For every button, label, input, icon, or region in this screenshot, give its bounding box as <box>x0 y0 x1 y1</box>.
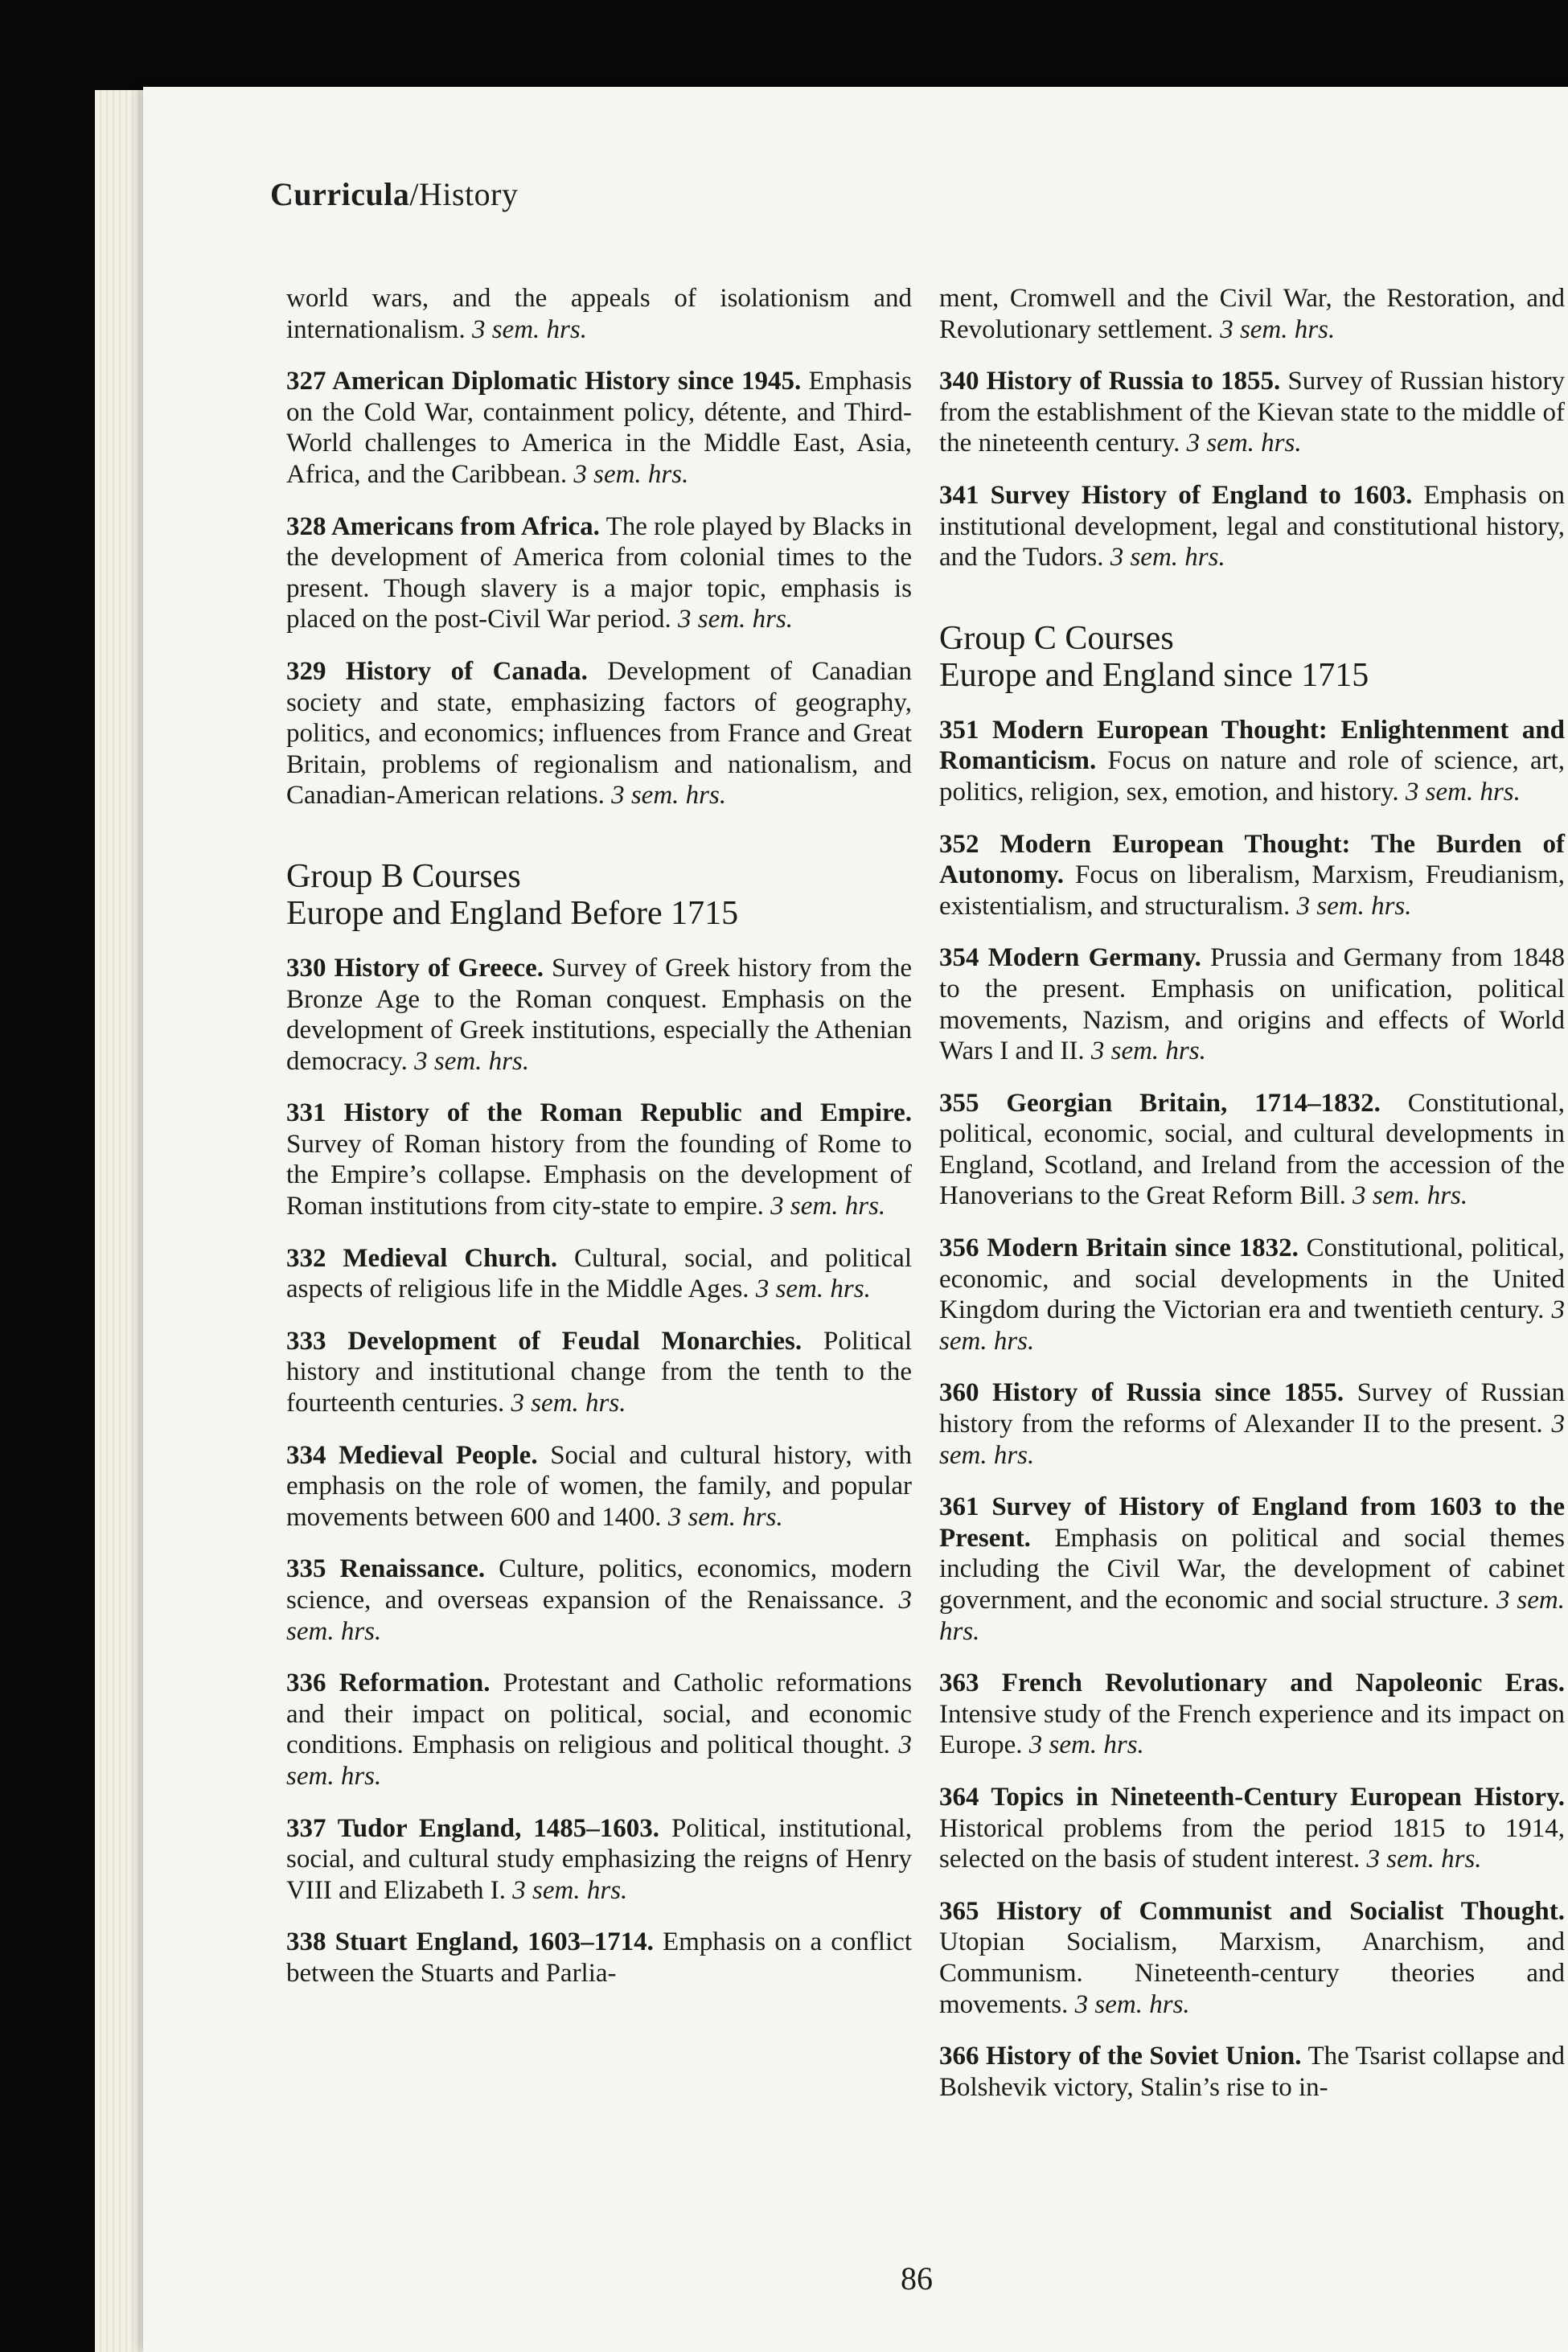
course-list-c <box>939 715 1565 2104</box>
running-head-section: Curricula <box>270 176 410 212</box>
course-title: 341 Survey History of England to 1603. <box>939 480 1413 510</box>
course-description: Focus on nature and role of science, art, politics, religion, sex, emotion, and history. <box>939 746 1565 807</box>
course-description: Intensive study of the French experience and its impact on Europe. <box>939 1699 1565 1760</box>
course-credit-hours: 3 sem. hrs. <box>286 1730 913 1791</box>
course-entry <box>939 1668 1565 1761</box>
course-credit-hours: 3 sem. hrs. <box>755 1275 871 1304</box>
course-title: 356 Modern Britain since 1832. <box>939 1233 1299 1263</box>
course-credit-hours: 3 sem. hrs. <box>667 1502 783 1532</box>
course-credit-hours: 3 sem. hrs. <box>1366 1845 1482 1874</box>
right-column <box>939 283 1565 2124</box>
course-title: 332 Medieval Church. <box>286 1243 558 1273</box>
course-entry <box>286 1098 912 1221</box>
course-description: Development of Canadian society and state, emphasizing factors of geography, politics, and economics; influences from France and Great Britain, problems of regionalism and nationalism, and Canadian-American relations. <box>286 656 913 811</box>
course-entry <box>939 942 1565 1066</box>
course-credit-hours: 3 sem. hrs. <box>573 459 689 489</box>
group-b-heading: Group B Courses Europe and England Before 1715 <box>286 857 739 932</box>
course-credit-hours: 3 sem. hrs. <box>1353 1181 1468 1211</box>
course-entry <box>286 1243 912 1305</box>
course-description: Focus on liberalism, Marxism, Freudianism, existentialism, and structuralism. <box>939 860 1566 921</box>
course-credit-hours: 3 sem. hrs. <box>1110 543 1225 573</box>
course-entry <box>939 1377 1565 1471</box>
course-entry <box>939 2041 1565 2103</box>
group-c-heading: Group C Courses Europe and England since 1715 <box>939 619 1369 694</box>
course-description: Social and cultural history, with emphasis on the role of women, the family, and popular movements between 600 and 1400. <box>286 1440 912 1532</box>
course-entry <box>939 480 1565 573</box>
course-credit-hours: 3 sem. hrs. <box>1074 1989 1190 2019</box>
course-credit-hours: 3 sem. hrs. <box>770 1192 886 1221</box>
course-credit-hours: 3 sem. hrs. <box>1296 891 1412 921</box>
course-title: 338 Stuart England, 1603–1714. <box>286 1927 654 1957</box>
course-description: Prussia and Germany from 1848 to the present. Emphasis on unification, political movements, Nazism, and origins and effects of World Wars I and II. <box>939 943 1566 1066</box>
course-description: Culture, politics, economics, modern science, and overseas expansion of the Renaissance. <box>286 1554 912 1615</box>
course-credit-hours: 3 sem. hrs. <box>512 1875 628 1905</box>
course-description: Constitutional, political, economic, social, and cultural developments in England, Scotland, and Ireland from the accession of the Hanoverians to the Great Reform Bill. <box>939 1088 1566 1211</box>
course-title: 352 Modern European Thought: The Burden of Autonomy. <box>939 829 1565 890</box>
course-entry <box>939 715 1565 808</box>
course-title: 363 French Revolutionary and Napoleonic Eras. <box>939 1669 1565 1698</box>
course-credit-hours: 3 sem. hrs. <box>286 1586 912 1646</box>
course-title: 340 History of Russia to 1855. <box>939 367 1281 396</box>
running-head-subject: /History <box>409 176 519 212</box>
course-list-b <box>286 953 912 1989</box>
course-entry <box>286 1927 912 1989</box>
course-title: 355 Georgian Britain, 1714–1832. <box>939 1088 1381 1118</box>
course-description: Political, institutional, social, and cultural study emphasizing the reigns of Henry VIII and Elizabeth I. <box>286 1813 912 1905</box>
course-entry <box>939 1233 1565 1357</box>
course-title: 334 Medieval People. <box>286 1440 538 1470</box>
course-credit-hours: 3 sem. hrs. <box>1186 429 1302 458</box>
course-title: 331 History of the Roman Republic and Empire. <box>286 1098 912 1128</box>
course-description: Survey of Greek history from the Bronze Age to the Roman conquest. Emphasis on the development of Greek institutions, especially the Athenian democracy. <box>286 953 912 1076</box>
course-credit-hours: 3 sem. hrs. <box>511 1389 626 1418</box>
course-entry <box>939 1088 1565 1212</box>
course-entry <box>286 1668 912 1792</box>
course-entry <box>286 511 912 635</box>
course-description: Emphasis on a conflict between the Stuarts and Parlia- <box>286 1927 912 1988</box>
course-title: 328 Americans from Africa. <box>286 511 600 541</box>
course-entry <box>286 953 912 1077</box>
course-entry <box>939 366 1565 459</box>
course-credit-hours: 3 sem. hrs. <box>939 1295 1566 1356</box>
course-entry <box>286 1813 912 1907</box>
course-title: 329 History of Canada. <box>286 656 588 686</box>
course-credit-hours: 3 sem. hrs. <box>611 781 727 811</box>
course-entry <box>286 1326 912 1419</box>
course-credit-hours: 3 sem. hrs. <box>414 1046 530 1076</box>
course-list-a <box>286 366 912 811</box>
course-title: 354 Modern Germany. <box>939 943 1201 973</box>
course-entry <box>286 656 912 811</box>
course-description: Emphasis on political and social themes including the Civil War, the development of cabinet government, and the economic and social structure. <box>939 1523 1565 1615</box>
course-description: Constitutional, political, economic, and social developments in the United Kingdom during the Victorian era and twentieth century. <box>939 1233 1565 1325</box>
course-description: Historical problems from the period 1815 to 1914, selected on the basis of student interest. <box>939 1813 1565 1874</box>
course-title: 330 History of Greece. <box>286 953 544 983</box>
course-title: 360 History of Russia since 1855. <box>939 1378 1344 1408</box>
course-entry <box>286 366 912 490</box>
course-description: Protestant and Catholic reformations and their impact on political, social, and economic conditions. Emphasis on religious and political thought. <box>286 1669 912 1760</box>
course-credit-hours: 3 sem. hrs. <box>678 605 794 634</box>
course-credit-hours: 3 sem. hrs. <box>939 1586 1565 1646</box>
course-title: 364 Topics in Nineteenth-Century European History. <box>939 1782 1565 1812</box>
course-title: 327 American Diplomatic History since 1945. <box>286 367 802 396</box>
course-description: The role played by Blacks in the development of America from colonial times to the present. Though slavery is a major topic, emphasis is placed on the post-Civil War period. <box>286 511 912 634</box>
course-title: 351 Modern European Thought: Enlightenment and Romanticism. <box>939 715 1565 776</box>
course-credit-hours: 3 sem. hrs. <box>1090 1036 1206 1066</box>
course-title: 365 History of Communist and Socialist Thought. <box>939 1896 1565 1926</box>
course-title: 333 Development of Feudal Monarchies. <box>286 1326 802 1356</box>
course-description: Emphasis on institutional development, legal and constitutional history, and the Tudors. <box>939 480 1565 573</box>
course-title: 366 History of the Soviet Union. <box>939 2042 1302 2071</box>
course-description: Utopian Socialism, Marxism, Anarchism, and Communism. Nineteenth-century theories and movements. <box>939 1927 1565 2019</box>
continued-text: world wars, and the appeals of isolationism and internationalism. 3 sem. hrs. <box>286 284 912 344</box>
course-entry <box>939 1896 1565 2020</box>
course-list-b2 <box>939 366 1565 573</box>
page-number: 86 <box>901 2260 933 2297</box>
course-description: Political history and institutional change from the tenth to the fourteenth centuries. <box>286 1326 912 1418</box>
course-description: Survey of Roman history from the founding of Rome to the Empire’s collapse. Emphasis on the development of Roman institutions from city-state to empire. <box>286 1129 912 1221</box>
course-title: 335 Renaissance. <box>286 1554 486 1584</box>
course-entry <box>286 1440 912 1533</box>
course-entry <box>939 1782 1565 1875</box>
course-credit-hours: 3 sem. hrs. <box>939 1410 1565 1470</box>
course-credit-hours: 3 sem. hrs. <box>1405 777 1521 807</box>
course-title: 336 Reformation. <box>286 1669 491 1698</box>
course-entry <box>286 1554 912 1647</box>
course-description: The Tsarist collapse and Bolshevik victory, Stalin’s rise to in- <box>939 2042 1565 2102</box>
course-description: Emphasis on the Cold War, containment policy, détente, and Third-World challenges to America in the Middle East, Asia, Africa, and the Caribbean. <box>286 367 912 489</box>
course-description: Survey of Russian history from the reforms of Alexander II to the present. <box>939 1378 1565 1439</box>
course-description: Survey of Russian history from the establishment of the Kievan state to the middle of the nineteenth century. <box>939 367 1565 458</box>
course-title: 361 Survey of History of England from 1603 to the Present. <box>939 1492 1565 1553</box>
continued-text: ment, Cromwell and the Civil War, the Restoration, and Revolutionary settlement. 3 sem. hrs. <box>939 284 1565 344</box>
course-entry <box>939 1492 1565 1647</box>
course-title: 337 Tudor England, 1485–1603. <box>286 1813 660 1843</box>
course-entry <box>939 829 1565 922</box>
left-column <box>286 283 912 2010</box>
running-head <box>270 175 519 213</box>
course-description: Cultural, social, and political aspects of religious life in the Middle Ages. <box>286 1243 912 1304</box>
course-credit-hours: 3 sem. hrs. <box>1028 1730 1144 1760</box>
